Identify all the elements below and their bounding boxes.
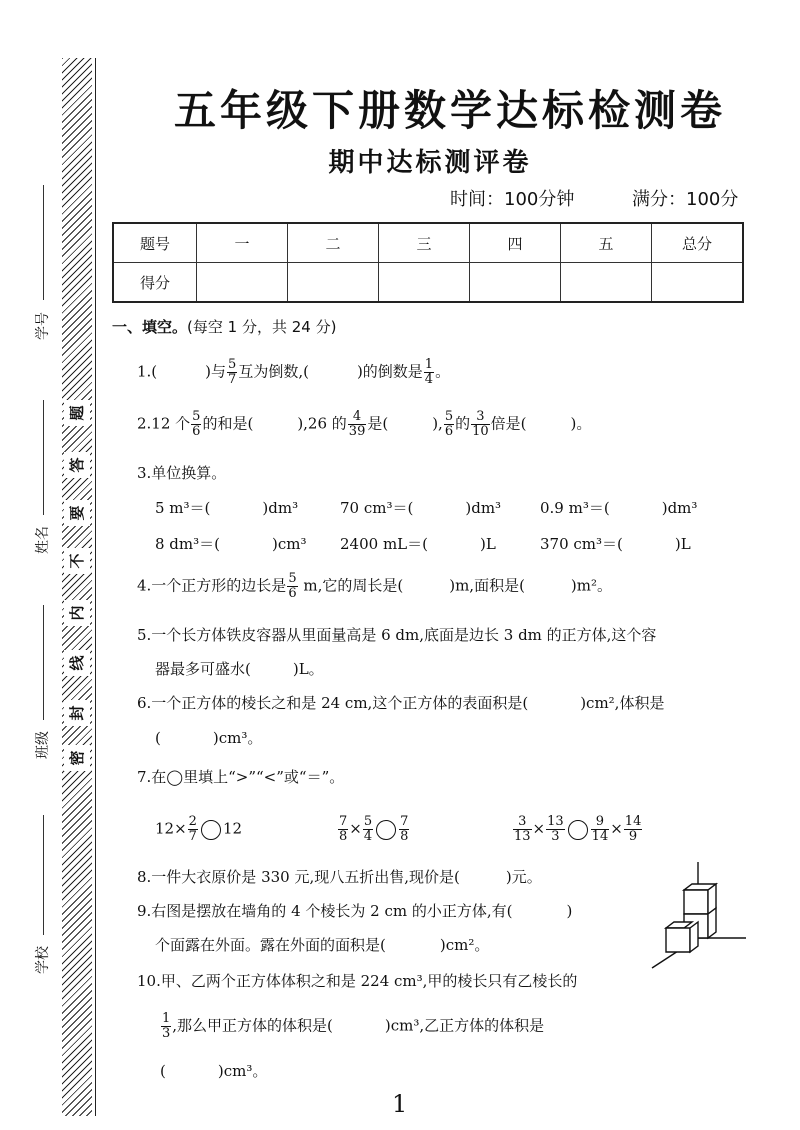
fraction: $\frac{13}{3}$ [547, 814, 564, 844]
seal-char: 封 [64, 700, 90, 726]
q-text: )m,面积是( [449, 576, 525, 595]
question-5-line-2 [155, 658, 324, 679]
seal-char: 要 [64, 500, 90, 526]
q-text: 5 m³＝( [155, 499, 211, 517]
compare-expression-1 [155, 815, 242, 844]
question-9-line-1 [137, 900, 572, 921]
compare-circle[interactable] [376, 820, 396, 840]
fraction: $\frac{5}{7}$ [228, 357, 237, 387]
q-text: 2400 mL＝( [340, 535, 428, 553]
student-id-line [43, 185, 44, 300]
score-cell[interactable] [652, 263, 744, 303]
question-10-line-2 [160, 1012, 544, 1041]
q-text: )。 [570, 414, 592, 433]
question-3-title: 3.单位换算。 [137, 464, 227, 482]
table-header-cell: 五 [561, 223, 652, 263]
seal-char: 不 [64, 548, 90, 574]
compare-expression-3 [512, 815, 643, 844]
q-text: 1.( [137, 362, 158, 381]
q-text: 的 [455, 414, 471, 433]
seal-char: 内 [64, 600, 90, 626]
table-header-cell: 二 [288, 223, 379, 263]
name-label: 姓名 [35, 526, 51, 554]
table-header-cell: 一 [197, 223, 288, 263]
fraction: $\frac{1}{3}$ [162, 1011, 171, 1041]
fraction: $\frac{2}{7}$ [188, 814, 197, 844]
section-note: (每空 1 分，共 24 分) [187, 318, 337, 336]
fraction: $\frac{9}{14}$ [591, 814, 609, 844]
fraction: $\frac{3}{13}$ [514, 814, 531, 844]
q-text: )与 [205, 362, 227, 381]
q-text: )cm³。 [212, 729, 263, 747]
fraction: $\frac{4}{39}$ [348, 409, 366, 439]
q-text: 0.9 m³＝( [540, 499, 610, 517]
name-line [43, 400, 44, 515]
unit-conversion-row [155, 497, 298, 518]
fraction: $\frac{5}{6}$ [192, 409, 201, 439]
unit-conversion-row [540, 497, 697, 518]
fraction: $\frac{7}{8}$ [339, 814, 348, 844]
q-text: )dm³ [661, 499, 698, 517]
question-10-line-1: 10.甲、乙两个正方体体积之和是 224 cm³,甲的棱长只有乙棱长的 [137, 972, 578, 990]
fraction: $\frac{7}{8}$ [400, 814, 409, 844]
q-text: )L。 [292, 660, 324, 678]
fraction: $\frac{3}{10}$ [472, 409, 489, 439]
q-text: 互为倒数,( [238, 362, 309, 381]
full-score: 满分：100分 [632, 189, 739, 210]
question-10-line-3 [160, 1060, 267, 1081]
q-text: 是( [367, 414, 389, 433]
question-5-line-1: 5.一个长方体铁皮容器从里面量高是 6 dm,底面是边长 3 dm 的正方体,这个容 [137, 626, 657, 644]
q-text: 倍是( [490, 414, 527, 433]
question-7-title: 7.在◯里填上“>”“<”或“＝”。 [137, 768, 345, 786]
page-title: 五年级下册数学达标检测卷 [173, 86, 726, 135]
section-heading [112, 316, 336, 337]
table-header-cell: 三 [379, 223, 470, 263]
class-label: 班级 [35, 731, 51, 759]
score-row-label: 得分 [113, 263, 197, 303]
score-cell[interactable] [379, 263, 470, 303]
q-text: )cm²。 [439, 936, 490, 954]
unit-conversion-row [340, 533, 496, 554]
page-subtitle: 期中达标测评卷 [328, 148, 532, 178]
fraction: $\frac{5}{4}$ [363, 814, 373, 844]
question-2 [137, 410, 591, 439]
section-title: 一、填空。 [112, 318, 188, 336]
question-8 [137, 866, 542, 887]
q-text: )L [674, 535, 691, 553]
q-text: 个面露在外面。露在外面的面积是( [155, 936, 386, 954]
unit-conversion-row [155, 533, 307, 554]
q-text: ( [160, 1062, 166, 1080]
q-text: 8 dm³＝( [155, 535, 221, 553]
q-text: )的倒数是 [356, 362, 423, 381]
q-text: 12× [155, 819, 187, 838]
q-text: 12 [222, 819, 243, 838]
score-cell[interactable] [470, 263, 561, 303]
q-text: ,那么甲正方体的体积是( [172, 1016, 333, 1035]
q-text: )元。 [505, 868, 542, 886]
fraction: $\frac{14}{9}$ [624, 814, 642, 844]
table-header-cell: 题号 [113, 223, 197, 263]
q-text: 6.一个正方体的棱长之和是 24 cm,这个正方体的表面积是( [137, 694, 529, 712]
q-text: )dm³ [262, 499, 299, 517]
q-text: )L [479, 535, 496, 553]
unit-conversion-row [340, 497, 501, 518]
q-text: 4.一个正方形的边长是 [137, 576, 287, 595]
class-line [43, 605, 44, 720]
margin-border-line [95, 58, 96, 1116]
exam-time: 时间：100分钟 [450, 189, 575, 210]
question-6-line-2 [155, 727, 262, 748]
q-text: 器最多可盛水( [155, 660, 251, 678]
fraction: $\frac{1}{4}$ [424, 357, 434, 387]
seal-char: 答 [64, 452, 90, 478]
q-text: 2.12 个 [137, 414, 191, 433]
binding-margin [62, 58, 92, 1116]
q-text: 8.一件大衣原价是 330 元,现八五折出售,现价是( [137, 868, 460, 886]
q-text: )cm²,体积是 [580, 694, 665, 712]
table-header-cell: 总分 [652, 223, 744, 263]
q-text: )dm³ [465, 499, 502, 517]
score-row [113, 263, 743, 303]
q-text: ) [566, 902, 573, 920]
corner-cubes-figure [648, 862, 748, 972]
fraction: $\frac{5}{6}$ [288, 571, 297, 601]
page-number: 1 [392, 1090, 408, 1118]
fraction: $\frac{5}{6}$ [444, 409, 454, 439]
question-9-line-2 [155, 934, 489, 955]
q-text: m,它的周长是( [298, 576, 404, 595]
school-label: 学校 [35, 946, 51, 974]
q-text: ),26 的 [297, 414, 347, 433]
q-text: )cm³ [272, 535, 307, 553]
q-text: 。 [435, 362, 451, 381]
q-text: 的和是( [202, 414, 254, 433]
q-text: × [532, 819, 546, 838]
q-text: 70 cm³＝( [340, 499, 414, 517]
student-id-label: 学号 [35, 312, 51, 340]
score-table [112, 222, 744, 303]
school-line [43, 815, 44, 935]
question-6-line-1 [137, 692, 664, 713]
q-text: 9.右图是摆放在墙角的 4 个棱长为 2 cm 的小正方体,有( [137, 902, 513, 920]
table-header-cell: 四 [470, 223, 561, 263]
score-cell[interactable] [288, 263, 379, 303]
q-text: × [349, 819, 362, 838]
compare-circle[interactable] [201, 820, 221, 840]
question-1 [137, 358, 450, 387]
score-cell[interactable] [197, 263, 288, 303]
q-text: )m²。 [570, 576, 613, 595]
unit-conversion-row [540, 533, 691, 554]
table-header-row [113, 223, 743, 263]
seal-char: 题 [64, 400, 90, 426]
question-4 [137, 572, 612, 601]
q-text: )cm³,乙正方体的体积是 [384, 1016, 545, 1035]
compare-expression-2 [337, 815, 410, 844]
q-text: ( [155, 729, 161, 747]
seal-char: 线 [64, 650, 90, 676]
q-text: 370 cm³＝( [540, 535, 623, 553]
q-text: ), [432, 414, 443, 433]
q-text: × [610, 819, 623, 838]
seal-char: 密 [64, 745, 90, 771]
compare-circle[interactable] [568, 820, 588, 840]
q-text: )cm³。 [217, 1062, 268, 1080]
score-cell[interactable] [561, 263, 652, 303]
